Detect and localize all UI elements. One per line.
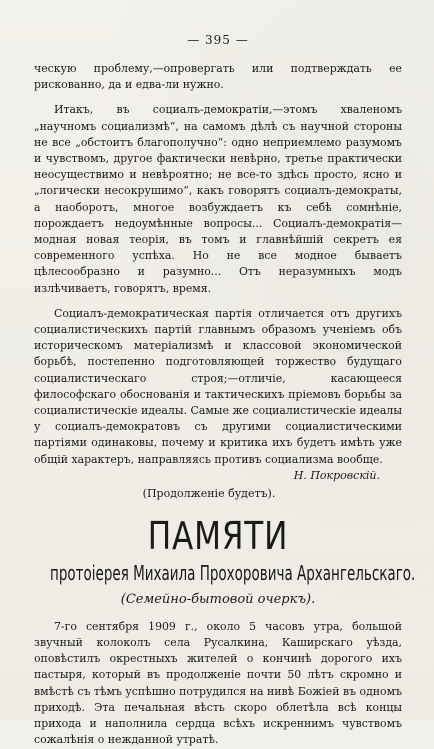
section-headline: ПАМЯТИ bbox=[147, 513, 289, 558]
section-subheadline: протоіерея Михаила Прохоровича Архангельскаго. bbox=[50, 560, 416, 585]
paragraph: ческую проблему,—опровергать или подтверждать ее рискованно, да и едва-ли нужно. bbox=[34, 62, 402, 92]
new-article-body bbox=[34, 619, 402, 749]
page-number: — 395 — bbox=[187, 33, 249, 47]
author-signature: Н. Покровскій. bbox=[293, 468, 380, 482]
section-subtitle: (Семейно-бытовой очеркъ). bbox=[120, 591, 316, 607]
paragraph: Социалъ-демократическая партія отличается отъ другихъ социалистическихъ партій главнымъ образомъ ученіемъ объ историческомъ матеріализмѣ и классовой экономической борьбѣ, постепенно подготовляющей торжество будущаго социалистическаго строя;—отличіе, касающееся философскаго обоснованія и тактическихъ пріемовъ борьбы за социалистическіе идеалы. Самые же социалистическіе идеалы у социалъ-демократовъ съ другими социалистическими партіями одинаковы, почему и критика ихъ будетъ имѣть уже общій характеръ, направляясь противъ социализма вообще. bbox=[34, 306, 402, 466]
paragraph: 7-го сентября 1909 г., около 5 часовъ утра, большой звучный колоколъ села Русалкина, Каширскаго уѣзда, оповѣстилъ окрестныхъ жителей о кончинѣ дорогого ихъ пастыря, который въ продолженіе почти 50 лѣтъ скромно и вмѣстѣ съ тѣмъ успѣшно потрудился на нивѣ Божіей въ одномъ приходѣ. Эта печальная вѣсть скоро облетѣла всѣ концы прихода и наполнила сердца всѣхъ искреннимъ чувствомъ сожалѣнія о нежданной утратѣ. bbox=[34, 619, 402, 747]
continuation-note: (Продолженіе будетъ). bbox=[142, 486, 276, 500]
article-continuation bbox=[34, 61, 402, 468]
paragraph: Итакъ, въ социалъ-демократіи,—этомъ хваленомъ „научномъ социализмѣ“, на самомъ дѣлѣ съ научной стороны не все „обстоитъ благополучно“: одно неприемлемо разумомъ и чувствомъ, другое фактически невѣрно, третье практически неосуществимо и невѣроятно; не все-то здѣсь просто, ясно и „логически несокрушимо“, какъ говорятъ социалъ-демократы, а наоборотъ, многое возбуждаетъ къ себѣ сомнѣніе, порождаетъ недоумѣнные вопросы... Социалъ-демократія—модная новая теорія, въ томъ и главнѣйшій секретъ ея современного успѣха. Но не все модное бываетъ цѣлесообразно и разумно... Отъ неразумныхъ модъ излѣчиваетъ, говорятъ, время. bbox=[34, 103, 402, 295]
